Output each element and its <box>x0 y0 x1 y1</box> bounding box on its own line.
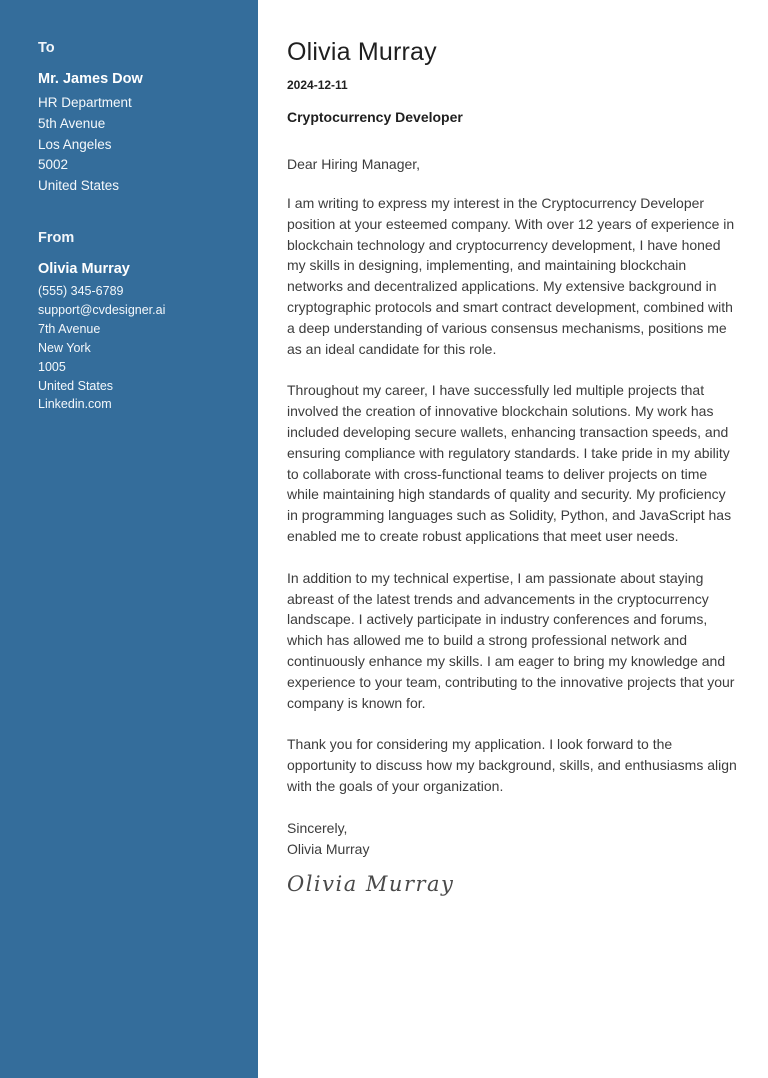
to-heading: To <box>38 40 55 56</box>
closing-name: Olivia Murray <box>287 840 370 857</box>
sender-linkedin: Linkedin.com <box>38 397 112 412</box>
contact-sidebar <box>0 0 258 1078</box>
sender-details <box>38 282 236 414</box>
sender-country: United States <box>38 378 114 393</box>
recipient-city: Los Angeles <box>38 136 112 152</box>
sender-street: 7th Avenue <box>38 321 101 336</box>
sender-email: support@cvdesigner.ai <box>38 302 166 317</box>
recipient-name: Mr. James Dow <box>38 71 143 87</box>
letter-paragraph-1: I am writing to express my interest in the Cryptocurrency Developer position at your esteemed company. With over 12 years of experience in blockchain technology and cryptocurrency development, I have honed my skills in designing, implementing, and maintaining blockchain networks and decentralized applications. My extensive background in cryptographic protocols and smart contract development, combined with a deep understanding of various consensus mechanisms, positions me as an ideal candidate for this role. <box>287 195 735 357</box>
letter-paragraph-3: In addition to my technical expertise, I am passionate about staying abreast of the latest trends and advancements in the cryptocurrency landscape. I actively participate in industry conferences and forums, which has allowed me to build a strong professional network and continuously enhance my skills. I am eager to bring my knowledge and experience to your team, contributing to the innovative projects that your company is known for. <box>287 569 735 711</box>
job-title: Cryptocurrency Developer <box>287 109 463 125</box>
sender-zip: 1005 <box>38 359 66 374</box>
salutation: Dear Hiring Manager, <box>287 156 421 172</box>
recipient-zip: 5002 <box>38 157 69 173</box>
sender-city: New York <box>38 340 91 355</box>
sender-phone: (555) 345-6789 <box>38 283 124 298</box>
recipient-block <box>38 40 236 197</box>
closing-block <box>287 818 740 860</box>
letter-paragraph-2: Throughout my career, I have successfully led multiple projects that involved the creation of innovative blockchain solutions. My work has included developing secure wallets, enhancing transaction speeds, and ensuring compliance with regulatory standards. I take pride in my ability to collaborate with cross-functional teams to deliver projects on time while maintaining high standards of quality and security. My proficiency in programming languages such as Solidity, Python, and JavaScript has enabled me to create robust applications that meet user needs. <box>287 382 732 544</box>
letter-body <box>258 0 768 1078</box>
sender-name: Olivia Murray <box>38 260 130 277</box>
letter-date: 2024-12-11 <box>287 78 348 92</box>
handwritten-signature: Olivia Murray <box>287 872 455 897</box>
sender-block <box>38 230 236 414</box>
from-heading: From <box>38 229 75 246</box>
recipient-street: 5th Avenue <box>38 115 106 131</box>
recipient-country: United States <box>38 178 120 194</box>
letter-paragraph-4: Thank you for considering my application. I look forward to the opportunity to discuss how my background, skills, and enthusiasms align with the goals of your organization. <box>287 736 737 794</box>
closing-word: Sincerely, <box>287 819 348 836</box>
recipient-address <box>38 93 236 197</box>
recipient-department: HR Department <box>38 95 132 110</box>
page-title-author-name: Olivia Murray <box>287 38 437 66</box>
